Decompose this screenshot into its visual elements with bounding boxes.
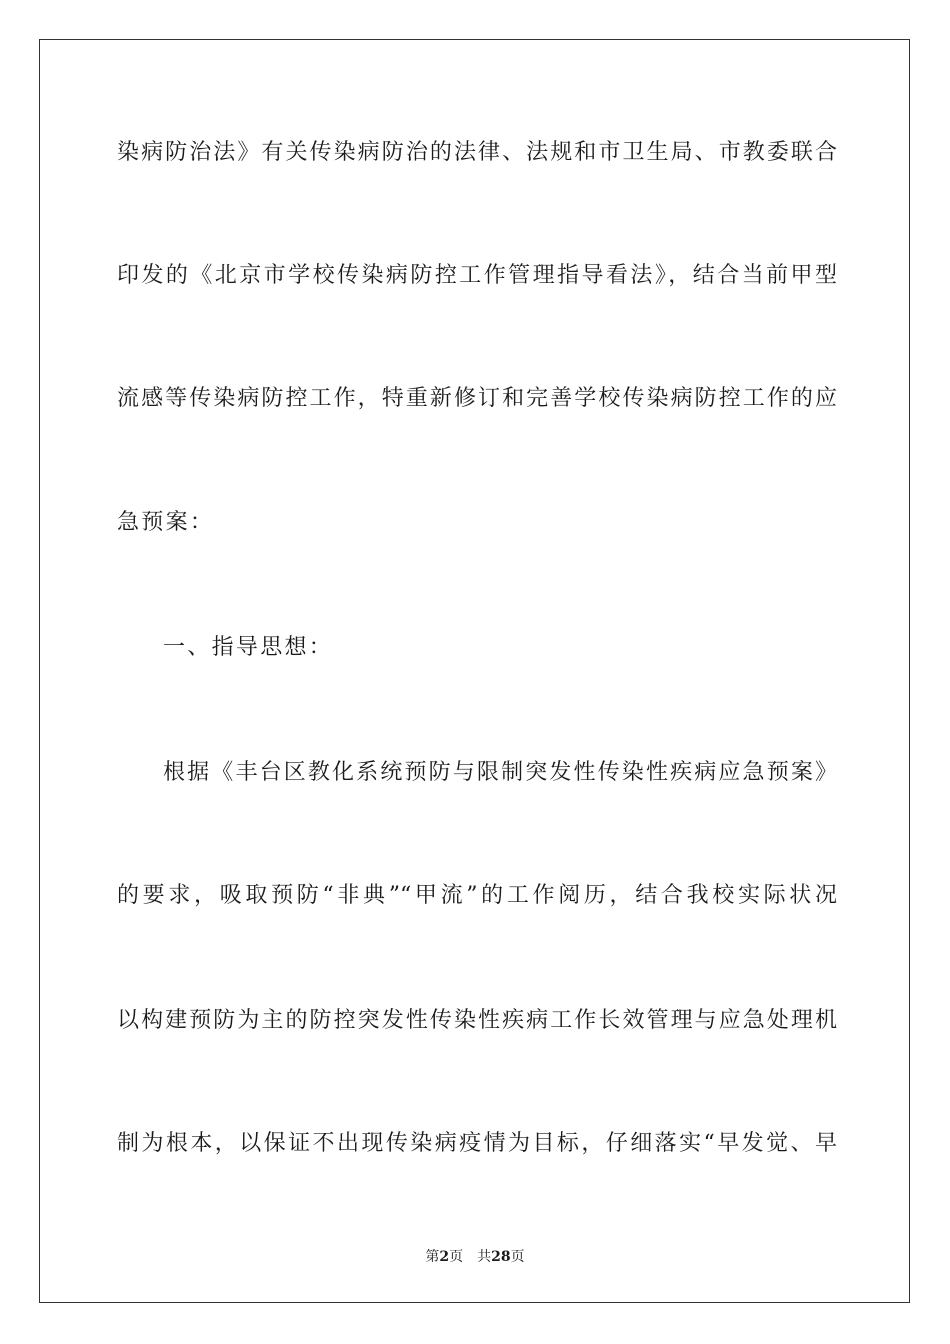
body-line-9: 制为根本，以保证不出现传染病疫情为目标，仔细落实“早发觉、早 (117, 1131, 837, 1156)
footer-total-suffix: 页 (510, 1249, 525, 1265)
body-line-3: 流感等传染病防控工作，特重新修订和完善学校传染病防控工作的应 (117, 386, 837, 411)
footer-total-prefix: 共 (477, 1249, 492, 1265)
footer-total-number: 28 (491, 1249, 511, 1265)
footer-page-number: 2 (439, 1249, 450, 1265)
body-line-1: 染病防治法》有关传染病防治的法律、法规和市卫生局、市教委联合 (117, 140, 837, 165)
body-line-4: 急预案： (117, 510, 215, 535)
body-line-7: 的要求，吸取预防“非典”“甲流”的工作阅历，结合我校实际状况 (117, 883, 837, 908)
footer-page-prefix: 第 (425, 1249, 440, 1265)
section-heading: 一、指导思想： (163, 635, 334, 660)
footer-page-suffix: 页 (449, 1249, 464, 1265)
body-line-8: 以构建预防为主的防控突发性传染性疾病工作长效管理与应急处理机 (117, 1008, 837, 1033)
page-border (39, 39, 910, 1303)
body-line-2: 印发的《北京市学校传染病防控工作管理指导看法》，结合当前甲型 (117, 263, 837, 288)
body-line-6: 根据《丰台区教化系统预防与限制突发性传染性疾病应急预案》 (163, 760, 837, 785)
page-footer (0, 1248, 950, 1266)
